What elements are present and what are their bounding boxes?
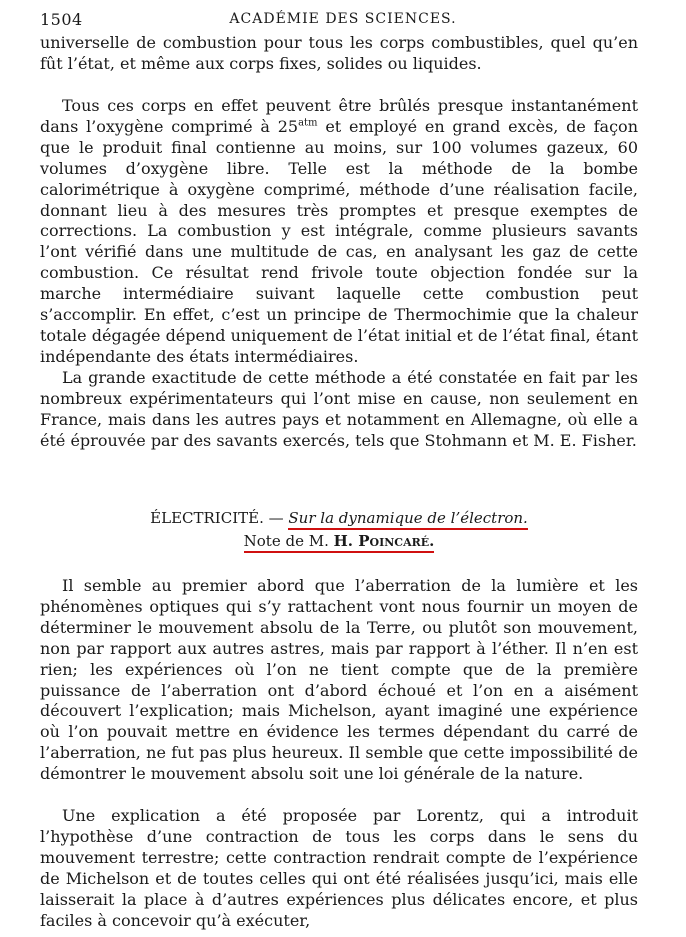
page-header: [40, 10, 646, 32]
paragraph-aberration: [40, 576, 638, 785]
author-name: Poincaré.: [358, 532, 435, 550]
paragraph-3: La grande exactitude de cette méthode a été constatée en fait par les nombreux expérimentateurs qui l’ont mise en cause, non seulement en France, mais dans les autres pays et notamment en Allemagne, où elle a été éprouvée par des savants exercés, tels que Stohmann et M. E. Fisher.: [40, 368, 638, 450]
section-heading: [40, 509, 638, 527]
paragraph-2-rest: et employé en grand excès, de façon que le produit final contienne au moins, sur 100 volumes gazeux, 60 volumes d’oxygène libre. Telle est la méthode de la bombe calorimétrique à oxygène comprimé, méthode d’une réalisation facile, donnant lieu à des mesures très promptes et presque exemptes de corrections. La combustion y est intégrale, comme plusieurs savants l’ont vérifié dans une multitude de cas, en analysant les gaz de cette combustion. Ce résultat rend frivole toute objection fondée sur la marche intermédiaire suivant laquelle cette combustion peut s’accomplir. En effet, c’est un principe de Thermochimie que la chaleur totale dégagée dépend uniquement de l’état initial et de l’état final, étant indépendante des états intermédiaires.: [40, 116, 638, 366]
author-initial: H.: [333, 532, 359, 550]
section-title: Sur la dynamique de l’électron.: [288, 509, 527, 530]
paragraph-1: universelle de combustion pour tous les corps combustibles, quel qu’en fût l’état, et même aux corps fixes, solides ou liquides.: [40, 33, 638, 73]
running-title: ACADÉMIE DES SCIENCES.: [229, 11, 457, 27]
note-prefix: Note de M.: [243, 532, 334, 550]
paragraph-5: Une explication a été proposée par Lorentz, qui a introduit l’hypothèse d’une contraction de tous les corps dans le sens du mouvement terrestre; cette contraction rendrait compte de l’expérience de Michelson et de toutes celles qui ont été réalisées jusqu’ici, mais elle laisserait la place à d’autres expériences plus délicates encore, et plus faciles à concevoir qu’à exécuter,: [40, 806, 638, 930]
paragraph-2-start: Tous ces corps en effet peuvent être brûlés presque instantanément dans l’oxygène comprimé à 25: [40, 96, 638, 136]
superscript-atm: atm: [298, 117, 318, 129]
paragraph-4: Il semble au premier abord que l’aberration de la lumière et les phénomènes optiques qui s’y rattachent vont nous fournir un moyen de déterminer le mouvement absolu de la Terre, ou plutôt son mouvement, non par rapport aux autres astres, mais par rapport à l’éther. Il n’en est rien; les expériences où l’on ne tient compte que de la première puissance de l’aberration ont d’abord échoué et l’on en a aisément découvert l’explication; mais Michelson, ayant imaginé une expérience où l’on pouvait mettre en évidence les termes dépendant du carré de l’aberration, ne fut pas plus heureux. Il semble que cette impossibilité de démontrer le mouvement absolu soit une loi générale de la nature.: [40, 576, 638, 784]
note-author: [244, 532, 435, 553]
paragraph-exactitude: [40, 368, 638, 452]
section-note-line: [40, 532, 638, 550]
paragraph-combustion-method: [40, 96, 638, 368]
page-number: 1504: [40, 10, 83, 29]
section-category: ÉLECTRICITÉ. —: [150, 509, 289, 527]
paragraph-continuation: [40, 33, 638, 75]
paragraph-lorentz: [40, 806, 638, 931]
paragraph-2: [40, 96, 638, 368]
